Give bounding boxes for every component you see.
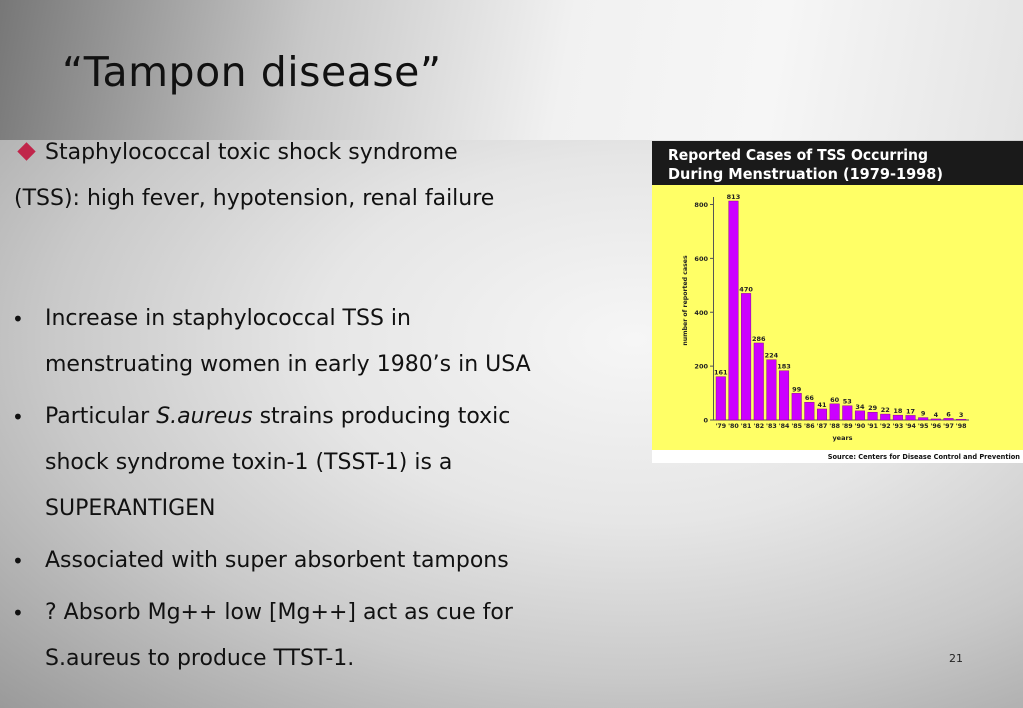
x-tick-label: '80 — [728, 423, 739, 430]
bar-value-label: 22 — [880, 406, 890, 415]
chart-bar — [729, 201, 739, 420]
chart-title-line: During Menstruation (1979-1998) — [668, 165, 943, 183]
bar-value-label: 224 — [764, 351, 779, 360]
bar-value-label: 813 — [726, 193, 741, 201]
bullet-item — [12, 394, 602, 532]
chart-bar — [906, 415, 916, 420]
chart-bar — [918, 418, 928, 420]
x-tick-label: '91 — [867, 423, 878, 430]
x-tick-label: '83 — [766, 423, 777, 430]
chart-bar — [868, 412, 878, 420]
bullet-dot-icon: • — [12, 601, 24, 625]
bar-value-label: 41 — [817, 400, 827, 409]
bullet-line: SUPERANTIGEN — [45, 496, 216, 521]
bullet-item — [12, 538, 602, 584]
bullet-text-italic: S.aureus — [156, 404, 253, 429]
chart-bar — [754, 343, 764, 420]
bar-value-label: 470 — [739, 285, 753, 294]
bullet-dot-icon: • — [12, 549, 24, 573]
chart-bar — [805, 402, 815, 420]
bar-value-label: 17 — [906, 407, 916, 416]
bullet-line: S.aureus to produce TTST-1. — [45, 646, 355, 671]
bullet-dot-icon: • — [12, 405, 24, 429]
bar-value-label: 18 — [893, 407, 903, 416]
chart-bar — [817, 409, 827, 420]
x-tick-label: '88 — [829, 423, 841, 430]
chart-bar — [767, 360, 777, 420]
chart-bar — [792, 393, 802, 420]
bullet-line: Associated with super absorbent tampons — [45, 548, 509, 573]
chart-bar — [944, 418, 954, 420]
bar-value-label: 60 — [830, 395, 840, 404]
x-tick-label: '95 — [917, 423, 929, 430]
chart-title-line: Reported Cases of TSS Occurring — [668, 146, 928, 164]
x-tick-label: '98 — [955, 423, 967, 430]
x-tick-label: '94 — [905, 423, 916, 430]
y-tick-label: 400 — [694, 308, 708, 317]
bar-value-label: 34 — [855, 402, 865, 411]
bar-value-label: 4 — [933, 410, 939, 419]
x-tick-label: '92 — [879, 423, 891, 430]
x-tick-label: '81 — [740, 423, 752, 430]
bullet-text: strains producing toxic — [252, 404, 511, 429]
bullet-item — [12, 590, 602, 682]
bar-value-label: 3 — [958, 411, 964, 420]
bar-value-label: 99 — [792, 385, 802, 394]
chart-bar — [931, 419, 941, 420]
chart-bar — [830, 404, 840, 420]
bullet-item — [12, 296, 602, 388]
y-tick-label: 200 — [694, 362, 708, 371]
x-tick-label: '93 — [892, 423, 904, 430]
chart-bar — [741, 293, 751, 420]
chart-bar — [855, 411, 865, 420]
x-tick-label: '85 — [791, 423, 803, 430]
chart-bar — [716, 377, 726, 420]
chart-source-note: Source: Centers for Disease Control and Prevention — [827, 453, 1020, 461]
diamond-bullet-icon — [17, 142, 35, 160]
x-tick-label: '87 — [816, 423, 828, 430]
bar-value-label: 53 — [842, 397, 852, 406]
y-axis-label: number of reported cases — [682, 255, 689, 346]
bar-value-label: 29 — [868, 404, 878, 413]
bullet-line: ? Absorb Mg++ low [Mg++] act as cue for — [45, 600, 513, 625]
chart-svg — [652, 141, 1023, 463]
x-tick-label: '79 — [715, 423, 727, 430]
x-tick-label: '96 — [930, 423, 942, 430]
chart-bar — [893, 415, 903, 420]
bullet-text: Particular — [45, 404, 157, 429]
bullet-list — [12, 296, 602, 688]
intro-line-1 — [18, 140, 458, 165]
x-tick-label: '86 — [803, 423, 815, 430]
x-tick-label: '97 — [943, 423, 954, 430]
x-tick-label: '90 — [854, 423, 866, 430]
bar-value-label: 183 — [777, 362, 791, 371]
chart-bar — [779, 371, 789, 420]
x-tick-label: '84 — [778, 423, 790, 430]
chart-bar — [956, 419, 966, 420]
bullet-line: Increase in staphylococcal TSS in — [45, 306, 411, 331]
intro-line-2: (TSS): high fever, hypotension, renal failure — [14, 186, 495, 211]
chart-bar — [843, 406, 853, 420]
bullet-dot-icon: • — [12, 307, 24, 331]
bar-value-label: 286 — [751, 334, 766, 343]
y-tick-label: 800 — [694, 201, 708, 210]
bullet-line: shock syndrome toxin-1 (TSST-1) is a — [45, 450, 453, 475]
bullet-line — [45, 394, 602, 440]
chart-bar — [880, 414, 890, 420]
x-axis-label: years — [832, 434, 853, 442]
x-tick-label: '82 — [753, 423, 765, 430]
bar-value-label: 6 — [946, 410, 951, 419]
slide-title: “Tampon disease” — [62, 48, 442, 96]
intro-line-1-text: Staphylococcal toxic shock syndrome — [45, 140, 458, 165]
y-tick-label: 0 — [703, 416, 708, 425]
y-tick-label: 600 — [694, 254, 708, 263]
bar-value-label: 66 — [804, 394, 814, 403]
x-tick-label: '89 — [841, 423, 853, 430]
bar-value-label: 9 — [920, 409, 926, 418]
page-number: 21 — [949, 652, 963, 665]
bullet-line: menstruating women in early 1980’s in USA — [45, 352, 531, 377]
tss-bar-chart — [652, 141, 1023, 463]
bar-value-label: 161 — [714, 368, 728, 377]
